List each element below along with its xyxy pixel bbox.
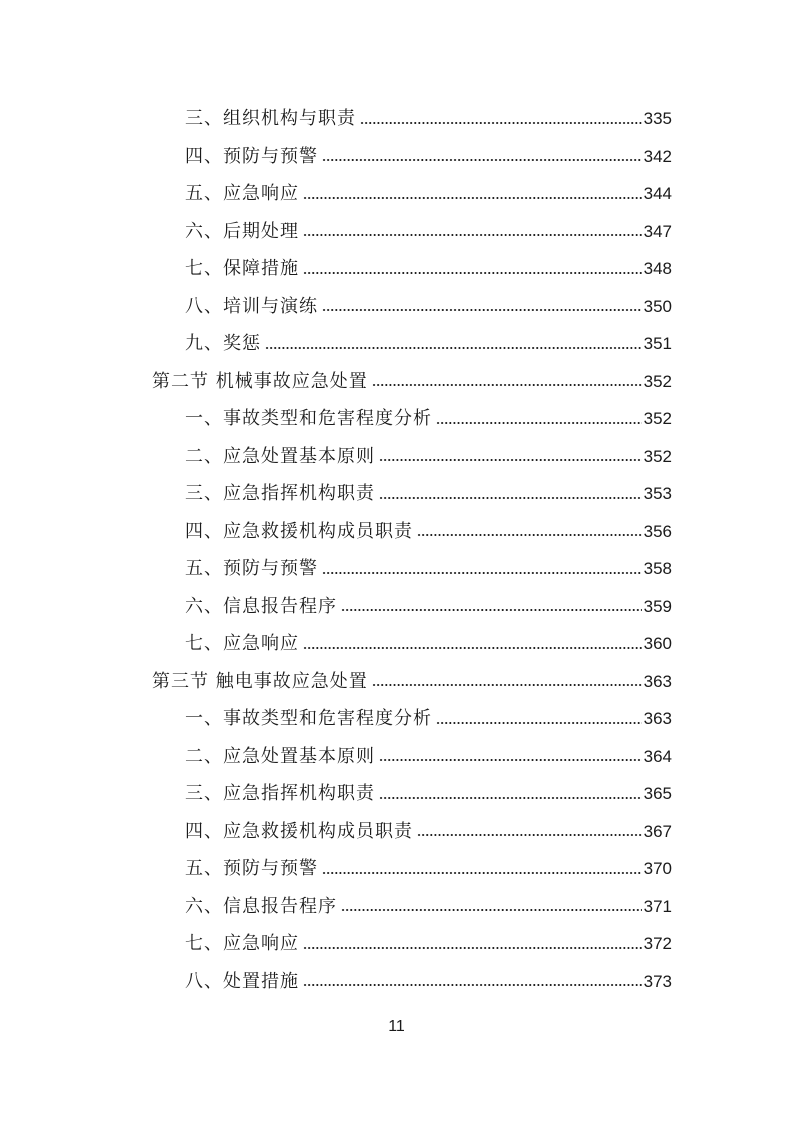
toc-entry-label: 六、信息报告程序 xyxy=(185,895,337,917)
toc-row[interactable] xyxy=(0,325,793,363)
toc-entry-label: 九、奖惩 xyxy=(185,333,261,354)
toc-row[interactable] xyxy=(0,475,793,513)
toc-section-label: 第三节 触电事故应急处置 xyxy=(152,670,368,692)
toc-entry-page: 363 xyxy=(643,709,672,728)
table-of-contents xyxy=(0,100,793,1000)
toc-entry-label: 三、应急指挥机构职责 xyxy=(185,783,375,804)
toc-entry-label: 七、应急响应 xyxy=(185,933,299,954)
dot-leader xyxy=(436,422,642,424)
dot-leader xyxy=(322,872,642,874)
toc-entry-label: 六、后期处理 xyxy=(185,220,299,242)
dot-leader xyxy=(417,834,642,836)
toc-entry-page: 350 xyxy=(643,296,672,316)
dot-leader xyxy=(303,647,642,649)
toc-entry-label: 四、应急救援机构成员职责 xyxy=(185,520,413,542)
toc-entry-label: 三、应急指挥机构职责 xyxy=(185,483,375,504)
toc-entry-label: 一、事故类型和危害程度分析 xyxy=(185,708,432,729)
toc-entry-label: 二、应急处置基本原则 xyxy=(185,745,375,767)
dot-leader xyxy=(341,609,642,611)
dot-leader xyxy=(265,347,642,349)
dot-leader xyxy=(303,984,642,986)
toc-row[interactable] xyxy=(0,138,793,176)
toc-row[interactable] xyxy=(0,625,793,663)
dot-leader xyxy=(322,159,642,161)
toc-row[interactable] xyxy=(0,250,793,288)
toc-row[interactable] xyxy=(0,850,793,888)
toc-row[interactable] xyxy=(0,513,793,551)
toc-row[interactable] xyxy=(0,438,793,476)
toc-entry-page: 352 xyxy=(643,446,672,466)
toc-entry-label: 四、预防与预警 xyxy=(185,145,318,167)
toc-row[interactable] xyxy=(0,700,793,738)
toc-entry-label: 八、培训与演练 xyxy=(185,295,318,317)
dot-leader xyxy=(417,534,642,536)
toc-row[interactable] xyxy=(0,175,793,213)
toc-row[interactable] xyxy=(0,588,793,626)
toc-entry-page: 347 xyxy=(643,221,672,241)
toc-entry-page: 373 xyxy=(643,971,672,991)
toc-row[interactable] xyxy=(0,813,793,851)
toc-section-row[interactable] xyxy=(0,663,793,701)
toc-row[interactable] xyxy=(0,738,793,776)
toc-entry-label: 五、预防与预警 xyxy=(185,558,318,579)
toc-entry-page: 335 xyxy=(643,109,672,128)
toc-entry-page: 370 xyxy=(643,859,672,878)
toc-entry-page: 352 xyxy=(643,371,672,391)
dot-leader xyxy=(372,684,642,686)
toc-row[interactable] xyxy=(0,288,793,326)
toc-entry-page: 360 xyxy=(643,634,672,653)
toc-entry-page: 352 xyxy=(643,409,672,428)
toc-entry-label: 五、预防与预警 xyxy=(185,858,318,879)
dot-leader xyxy=(379,797,642,799)
toc-entry-label: 七、应急响应 xyxy=(185,633,299,654)
toc-row[interactable] xyxy=(0,213,793,251)
toc-entry-page: 365 xyxy=(643,784,672,803)
toc-row[interactable] xyxy=(0,550,793,588)
toc-entry-page: 371 xyxy=(643,896,672,916)
toc-row[interactable] xyxy=(0,100,793,138)
toc-row[interactable] xyxy=(0,400,793,438)
page-number: 11 xyxy=(388,1018,405,1035)
dot-leader xyxy=(303,947,642,949)
toc-entry-page: 363 xyxy=(643,671,672,691)
toc-entry-page: 351 xyxy=(643,334,672,353)
dot-leader xyxy=(303,197,642,199)
toc-entry-label: 三、组织机构与职责 xyxy=(185,108,356,129)
toc-row[interactable] xyxy=(0,888,793,926)
toc-row[interactable] xyxy=(0,925,793,963)
dot-leader xyxy=(341,909,642,911)
dot-leader xyxy=(360,122,642,124)
dot-leader xyxy=(379,759,642,761)
toc-entry-page: 356 xyxy=(643,521,672,541)
dot-leader xyxy=(322,572,642,574)
toc-entry-label: 四、应急救援机构成员职责 xyxy=(185,820,413,842)
dot-leader xyxy=(436,722,642,724)
toc-section-row[interactable] xyxy=(0,363,793,401)
toc-entry-page: 358 xyxy=(643,559,672,578)
toc-section-label: 第二节 机械事故应急处置 xyxy=(152,370,368,392)
toc-entry-page: 348 xyxy=(643,259,672,278)
toc-entry-page: 364 xyxy=(643,746,672,766)
dot-leader xyxy=(303,234,642,236)
toc-entry-page: 344 xyxy=(643,184,672,203)
toc-entry-label: 六、信息报告程序 xyxy=(185,595,337,617)
toc-entry-page: 342 xyxy=(643,146,672,166)
toc-entry-label: 五、应急响应 xyxy=(185,183,299,204)
dot-leader xyxy=(322,309,642,311)
toc-entry-page: 359 xyxy=(643,596,672,616)
toc-row[interactable] xyxy=(0,775,793,813)
toc-entry-page: 367 xyxy=(643,821,672,841)
toc-entry-label: 八、处置措施 xyxy=(185,970,299,992)
dot-leader xyxy=(303,272,642,274)
toc-entry-page: 372 xyxy=(643,934,672,953)
dot-leader xyxy=(372,384,642,386)
toc-row[interactable] xyxy=(0,963,793,1001)
dot-leader xyxy=(379,497,642,499)
toc-entry-label: 二、应急处置基本原则 xyxy=(185,445,375,467)
dot-leader xyxy=(379,459,642,461)
toc-entry-label: 七、保障措施 xyxy=(185,258,299,279)
toc-entry-page: 353 xyxy=(643,484,672,503)
toc-entry-label: 一、事故类型和危害程度分析 xyxy=(185,408,432,429)
